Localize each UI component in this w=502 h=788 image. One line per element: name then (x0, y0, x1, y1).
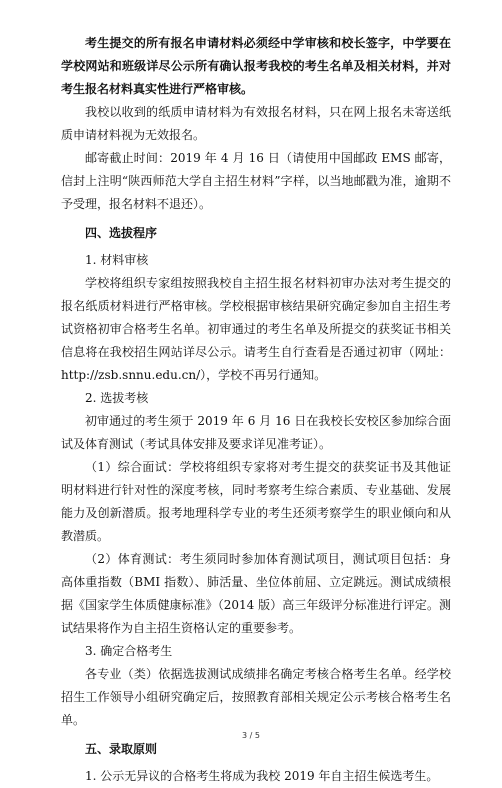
paragraph-qualified: 各专业（类）依据选拔测试成绩排名确定考核合格考生名单。经学校招生工作领导小组研究确定后，按照教育部相关规定公示考核合格考生名单。 (61, 667, 451, 727)
paragraph-review-requirement: 考生提交的所有报名申请材料必须经中学审核和校长签字，中学要在学校网站和班级详尽公示所有确认报考我校的考生名单及相关材料，并对考生报名材料真实性进行严格审核。 (61, 36, 451, 96)
paragraph-interview: （1）综合面试：学校将组织专家将对考生提交的获奖证书及其他证明材料进行针对性的深度考核，同时考察考生综合素质、专业基础、发展能力及创新潜质。报考地理科学专业的考生还须考察学生的职业倾向和从教潜质。 (61, 460, 451, 543)
subheading-material-review: 1. 材料审核 (85, 253, 149, 267)
subheading-qualified: 3. 确定合格考生 (85, 644, 173, 658)
section-heading-selection: 四、选拔程序 (85, 226, 158, 240)
document-page (61, 32, 451, 788)
paragraph-physical-test: （2）体育测试：考生须同时参加体育测试项目，测试项目包括：身高体重指数（BMI 指数）、肺活量、坐位体前屈、立定跳远。测试成绩根据《国家学生体质健康标准》（2014 版）高三年级评分标准进行评定。测试结果将作为自主招生资格认定的重要参考。 (61, 552, 451, 635)
paragraph-selection-test: 初审通过的考生须于 2019 年 6 月 16 日在我校长安校区参加综合面试及体育测试（考试具体安排及要求详见准考证）。 (61, 414, 451, 451)
paragraph-admission-1: 1. 公示无异议的合格考生将成为我校 2019 年自主招生候选考生。 (85, 769, 439, 783)
paragraph-valid-materials: 我校以收到的纸质申请材料为有效报名材料，只在网上报名未寄送纸质申请材料视为无效报名。 (61, 105, 451, 142)
subheading-selection-test: 2. 选拔考核 (85, 391, 149, 405)
paragraph-material-review: 学校将组织专家组按照我校自主招生报名材料初审办法对考生提交的报名纸质材料进行严格审核。学校根据审核结果研究确定参加自主招生考试资格初审合格考生名单。初审通过的考生名单及所提交的获奖证书相关信息将在我校招生网站详尽公示。请考生自行查看是否通过初审（网址：http://zsb.snnu.edu.cn/），学校不再另行通知。 (61, 276, 451, 382)
paragraph-mail-deadline: 邮寄截止时间：2019 年 4 月 16 日（请使用中国邮政 EMS 邮寄，信封上注明“陕西师范大学自主招生材料”字样，以当地邮戳为准，逾期不予受理，报名材料不退还）。 (61, 151, 451, 211)
section-heading-admission: 五、录取原则 (85, 742, 158, 756)
page-number: 3 / 5 (242, 731, 260, 740)
